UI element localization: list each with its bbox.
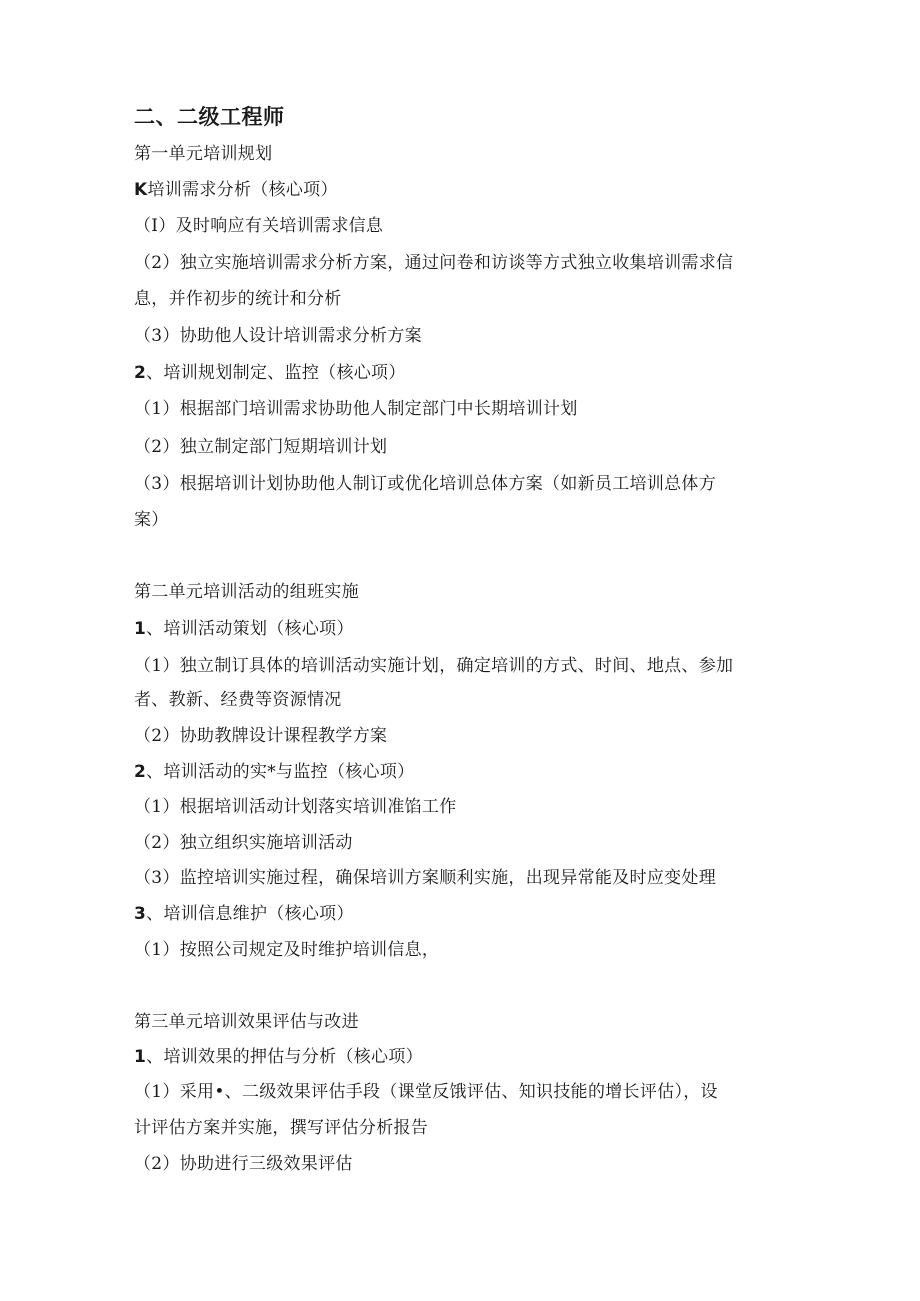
sub-item: （2）独立制定部门短期培训计划 [134,437,388,457]
sub-item: （2）协助教牌设计课程教学方案 [134,726,388,746]
sub-item: （I）及时响应有关培训需求信息 [134,216,384,236]
item-number: 2 [134,363,147,383]
sub-item: （3）协助他人设计培训需求分析方案 [134,326,422,346]
item-text: 、培训规划制定、监控（核心项） [146,363,406,383]
sub-item-continuation: 案） [134,510,169,530]
sub-item: （1）根据部门培训需求协助他人制定部门中长期培训计划 [134,399,578,419]
section-item [134,1046,423,1068]
section-item [134,179,338,201]
unit-heading: 第三单元培训效果评估与改进 [134,1012,359,1032]
item-text: 培训需求分析（核心项） [147,180,338,200]
item-text: 、培训效果的押估与分析（核心项） [146,1047,423,1067]
sub-item: （2）协助进行三级效果评估 [134,1154,353,1174]
sub-item: （1）按照公司规定及时维护培训信息， [134,940,440,960]
section-item [134,903,354,925]
item-number: K [134,180,148,200]
item-number: 3 [134,904,147,924]
sub-item: （1）根据培训活动计划落实培训准馅工作 [134,797,457,817]
sub-item-continuation: 者、教新、经费等资源情况 [134,690,342,710]
sub-item: （1）独立制订具体的培训活动实施计划，确定培训的方式、时间、地点、参加 [134,656,734,676]
item-text: 、培训活动策划（核心项） [146,619,354,639]
section-item [134,362,406,384]
sub-item: （2）独立组织实施培训活动 [134,833,353,853]
sub-item: （2）独立实施培训需求分析方案，通过问卷和访谈等方式独立收集培训需求信 [134,253,734,273]
item-text: 、培训信息维护（核心项） [146,904,354,924]
unit-heading: 第一单元培训规划 [134,144,273,164]
sub-item-continuation: 息，并作初步的统计和分析 [134,289,342,309]
section-item [134,618,354,640]
sub-item-continuation: 计评估方案并实施，撰写评估分析报告 [134,1118,429,1138]
sub-item: （3）根据培训计划协助他人制订或优化培训总体方案（如新员工培训总体方 [134,474,717,494]
unit-heading: 第二单元培训活动的组班实施 [134,582,359,602]
page-title: 二、二级工程师 [134,105,285,129]
item-number: 2 [134,762,147,782]
section-item [134,761,414,783]
item-number: 1 [134,1047,147,1067]
item-text: 、培训活动的实*与监控（核心项） [146,762,415,782]
sub-item: （3）监控培训实施过程，确保培训方案顺利实施，出现异常能及时应变处理 [134,868,717,888]
item-number: 1 [134,619,147,639]
sub-item: （1）采用•、二级效果评估手段（课堂反饿评估、知识技能的增长评估），设 [134,1082,718,1102]
